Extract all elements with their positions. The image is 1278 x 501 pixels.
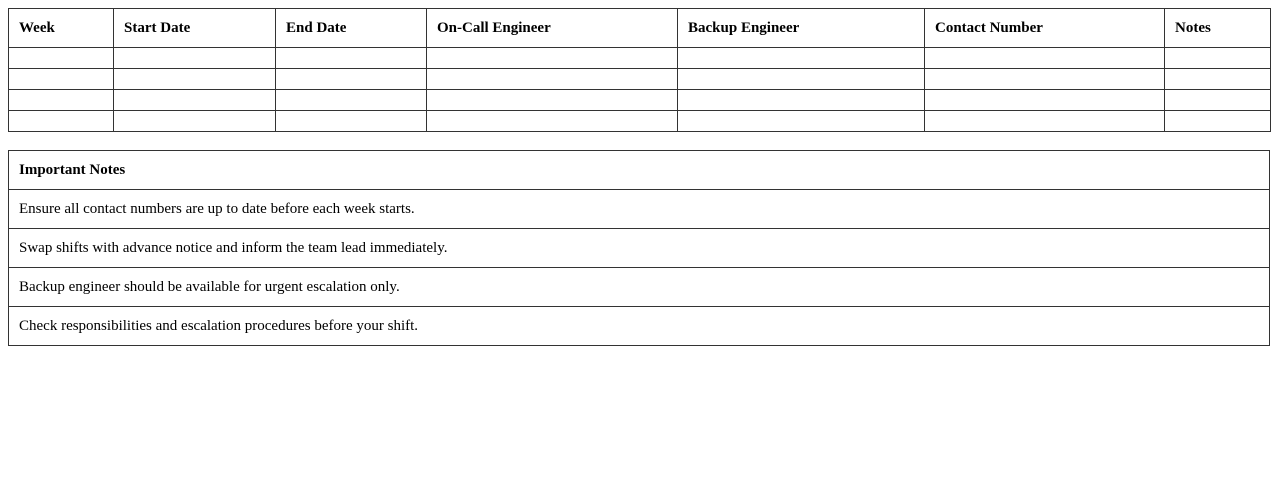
cell-backup-engineer[interactable] <box>678 48 925 69</box>
important-notes-table <box>8 150 1270 346</box>
important-notes-title: Important Notes <box>9 151 1270 190</box>
note-row <box>9 229 1270 268</box>
cell-backup-engineer[interactable] <box>678 90 925 111</box>
cell-contact-number[interactable] <box>925 48 1165 69</box>
cell-on-call-engineer[interactable] <box>427 90 678 111</box>
cell-end-date[interactable] <box>276 69 427 90</box>
cell-end-date[interactable] <box>276 90 427 111</box>
cell-week[interactable] <box>9 90 114 111</box>
cell-week[interactable] <box>9 111 114 132</box>
cell-notes[interactable] <box>1165 111 1271 132</box>
cell-notes[interactable] <box>1165 48 1271 69</box>
header-week: Week <box>9 9 114 48</box>
notes-header <box>9 151 1270 190</box>
cell-contact-number[interactable] <box>925 111 1165 132</box>
note-row <box>9 307 1270 346</box>
cell-week[interactable] <box>9 48 114 69</box>
notes-body <box>9 190 1270 346</box>
cell-on-call-engineer[interactable] <box>427 111 678 132</box>
notes-header-row <box>9 151 1270 190</box>
cell-backup-engineer[interactable] <box>678 111 925 132</box>
header-notes: Notes <box>1165 9 1271 48</box>
table-row <box>9 69 1271 90</box>
schedule-header <box>9 9 1271 48</box>
note-item: Check responsibilities and escalation procedures before your shift. <box>9 307 1270 346</box>
cell-start-date[interactable] <box>114 48 276 69</box>
cell-contact-number[interactable] <box>925 69 1165 90</box>
cell-end-date[interactable] <box>276 111 427 132</box>
header-end-date: End Date <box>276 9 427 48</box>
cell-on-call-engineer[interactable] <box>427 69 678 90</box>
cell-contact-number[interactable] <box>925 90 1165 111</box>
header-start-date: Start Date <box>114 9 276 48</box>
cell-start-date[interactable] <box>114 90 276 111</box>
cell-notes[interactable] <box>1165 90 1271 111</box>
on-call-schedule-table <box>8 8 1271 132</box>
cell-on-call-engineer[interactable] <box>427 48 678 69</box>
table-row <box>9 111 1271 132</box>
note-item: Swap shifts with advance notice and inform the team lead immediately. <box>9 229 1270 268</box>
note-item: Ensure all contact numbers are up to date before each week starts. <box>9 190 1270 229</box>
cell-backup-engineer[interactable] <box>678 69 925 90</box>
cell-notes[interactable] <box>1165 69 1271 90</box>
note-row <box>9 268 1270 307</box>
table-row <box>9 48 1271 69</box>
header-contact-number: Contact Number <box>925 9 1165 48</box>
header-on-call-engineer: On-Call Engineer <box>427 9 678 48</box>
header-row <box>9 9 1271 48</box>
cell-start-date[interactable] <box>114 69 276 90</box>
note-row <box>9 190 1270 229</box>
header-backup-engineer: Backup Engineer <box>678 9 925 48</box>
cell-end-date[interactable] <box>276 48 427 69</box>
schedule-body <box>9 48 1271 132</box>
cell-start-date[interactable] <box>114 111 276 132</box>
cell-week[interactable] <box>9 69 114 90</box>
note-item: Backup engineer should be available for urgent escalation only. <box>9 268 1270 307</box>
table-row <box>9 90 1271 111</box>
